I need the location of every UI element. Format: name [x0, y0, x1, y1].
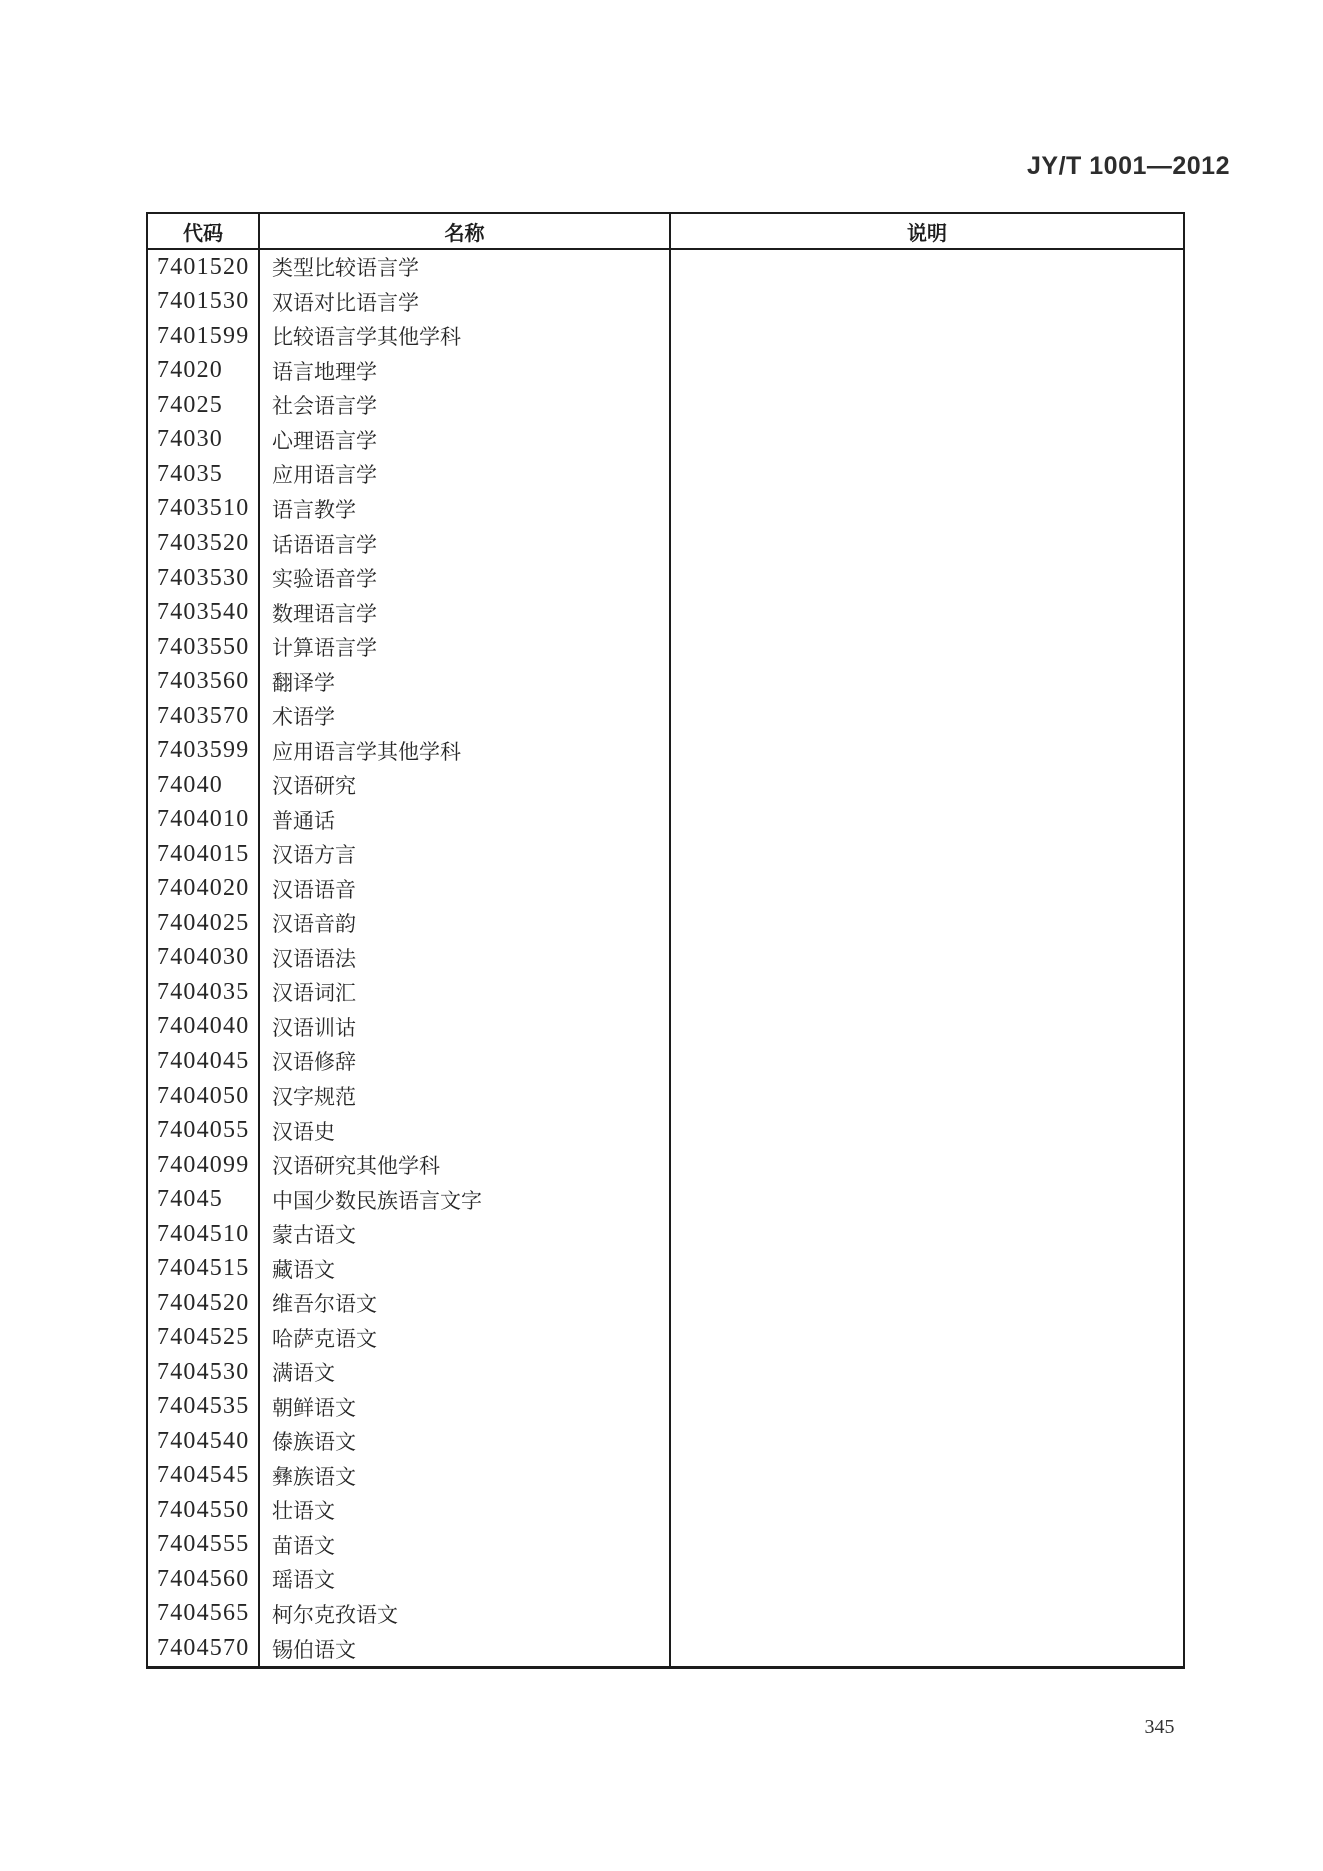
row-description [671, 354, 1183, 389]
column-header-code: 代码 [148, 214, 260, 248]
row-name: 蒙古语文 [260, 1217, 671, 1252]
row-name: 心理语言学 [260, 423, 671, 458]
row-description [671, 423, 1183, 458]
row-code: 74020 [148, 354, 260, 389]
row-code: 7403570 [148, 699, 260, 734]
row-code: 7404520 [148, 1286, 260, 1321]
row-code: 74045 [148, 1182, 260, 1217]
row-code: 7403550 [148, 630, 260, 665]
table-header-row [148, 214, 1183, 250]
row-code: 7403599 [148, 733, 260, 768]
table-row [148, 1424, 1183, 1459]
row-description [671, 1182, 1183, 1217]
table-row [148, 1390, 1183, 1425]
row-code: 74025 [148, 388, 260, 423]
row-name: 计算语言学 [260, 630, 671, 665]
row-description [671, 526, 1183, 561]
row-code: 7404099 [148, 1148, 260, 1183]
row-name: 汉语史 [260, 1113, 671, 1148]
row-name: 傣族语文 [260, 1424, 671, 1459]
row-description [671, 595, 1183, 630]
column-header-name: 名称 [260, 214, 671, 248]
row-code: 7404020 [148, 872, 260, 907]
row-description [671, 630, 1183, 665]
table-row [148, 250, 1183, 285]
row-code: 7404535 [148, 1390, 260, 1425]
row-code: 7404515 [148, 1251, 260, 1286]
row-description [671, 1286, 1183, 1321]
row-description [671, 906, 1183, 941]
row-description [671, 1010, 1183, 1045]
table-row [148, 388, 1183, 423]
table-row [148, 423, 1183, 458]
row-description [671, 941, 1183, 976]
row-description [671, 1320, 1183, 1355]
row-code: 7404055 [148, 1113, 260, 1148]
row-code: 7404555 [148, 1528, 260, 1563]
row-description [671, 1148, 1183, 1183]
table-row [148, 561, 1183, 596]
row-name: 数理语言学 [260, 595, 671, 630]
page-number: 345 [1144, 1716, 1175, 1738]
row-code: 7404025 [148, 906, 260, 941]
row-description [671, 975, 1183, 1010]
row-name: 壮语文 [260, 1493, 671, 1528]
row-description [671, 1044, 1183, 1079]
table-row [148, 1528, 1183, 1563]
row-code: 7403520 [148, 526, 260, 561]
table-row [148, 664, 1183, 699]
row-name: 柯尔克孜语文 [260, 1597, 671, 1632]
row-code: 7403560 [148, 664, 260, 699]
row-description [671, 1251, 1183, 1286]
row-description [671, 733, 1183, 768]
row-name: 语言教学 [260, 492, 671, 527]
row-name: 锡伯语文 [260, 1631, 671, 1666]
table-row [148, 906, 1183, 941]
row-name: 瑶语文 [260, 1562, 671, 1597]
row-code: 7404525 [148, 1320, 260, 1355]
row-name: 哈萨克语文 [260, 1320, 671, 1355]
row-name: 话语语言学 [260, 526, 671, 561]
row-name: 汉语语法 [260, 941, 671, 976]
row-name: 汉语研究 [260, 768, 671, 803]
row-description [671, 319, 1183, 354]
row-description [671, 1562, 1183, 1597]
row-code: 7403530 [148, 561, 260, 596]
row-name: 翻译学 [260, 664, 671, 699]
row-name: 汉字规范 [260, 1079, 671, 1114]
row-description [671, 803, 1183, 838]
table-row [148, 975, 1183, 1010]
row-description [671, 1355, 1183, 1390]
table-row [148, 457, 1183, 492]
table-row [148, 733, 1183, 768]
row-description [671, 837, 1183, 872]
table-row [148, 1597, 1183, 1632]
row-code: 74035 [148, 457, 260, 492]
row-code: 7404570 [148, 1631, 260, 1666]
table-row [148, 941, 1183, 976]
row-name: 双语对比语言学 [260, 285, 671, 320]
row-description [671, 250, 1183, 285]
row-code: 7403510 [148, 492, 260, 527]
row-name: 汉语音韵 [260, 906, 671, 941]
table-row [148, 1010, 1183, 1045]
table-row [148, 872, 1183, 907]
table-row [148, 1148, 1183, 1183]
table-row [148, 1044, 1183, 1079]
table-row [148, 837, 1183, 872]
row-code: 7404035 [148, 975, 260, 1010]
row-description [671, 388, 1183, 423]
row-name: 实验语音学 [260, 561, 671, 596]
row-description [671, 699, 1183, 734]
standard-number-header: JY/T 1001—2012 [1027, 152, 1230, 180]
row-description [671, 1424, 1183, 1459]
row-code: 7404530 [148, 1355, 260, 1390]
row-name: 中国少数民族语言文字 [260, 1182, 671, 1217]
row-code: 7401530 [148, 285, 260, 320]
table-row [148, 1113, 1183, 1148]
row-code: 7404015 [148, 837, 260, 872]
table-row [148, 1286, 1183, 1321]
table-row [148, 803, 1183, 838]
row-description [671, 1079, 1183, 1114]
row-name: 社会语言学 [260, 388, 671, 423]
row-name: 汉语修辞 [260, 1044, 671, 1079]
table-body [148, 250, 1183, 1666]
row-name: 汉语方言 [260, 837, 671, 872]
row-code: 7404550 [148, 1493, 260, 1528]
table-row [148, 699, 1183, 734]
row-name: 满语文 [260, 1355, 671, 1390]
row-code: 7401520 [148, 250, 260, 285]
row-description [671, 1631, 1183, 1666]
row-code: 7404045 [148, 1044, 260, 1079]
table-row [148, 1459, 1183, 1494]
table-row [148, 492, 1183, 527]
row-name: 应用语言学其他学科 [260, 733, 671, 768]
row-code: 74030 [148, 423, 260, 458]
row-description [671, 457, 1183, 492]
table-row [148, 768, 1183, 803]
discipline-code-table [146, 212, 1185, 1669]
table-row [148, 1079, 1183, 1114]
row-code: 7404560 [148, 1562, 260, 1597]
row-description [671, 1597, 1183, 1632]
row-code: 7403540 [148, 595, 260, 630]
row-code: 7404565 [148, 1597, 260, 1632]
row-code: 7404050 [148, 1079, 260, 1114]
row-name: 比较语言学其他学科 [260, 319, 671, 354]
row-description [671, 664, 1183, 699]
row-description [671, 1390, 1183, 1425]
row-name: 术语学 [260, 699, 671, 734]
table-row [148, 1182, 1183, 1217]
table-row [148, 319, 1183, 354]
row-description [671, 1459, 1183, 1494]
row-code: 7401599 [148, 319, 260, 354]
row-description [671, 492, 1183, 527]
row-description [671, 1113, 1183, 1148]
row-code: 74040 [148, 768, 260, 803]
row-name: 汉语训诂 [260, 1010, 671, 1045]
row-name: 汉语语音 [260, 872, 671, 907]
row-code: 7404010 [148, 803, 260, 838]
table-row [148, 1355, 1183, 1390]
row-code: 7404030 [148, 941, 260, 976]
table-row [148, 1217, 1183, 1252]
row-name: 维吾尔语文 [260, 1286, 671, 1321]
row-code: 7404545 [148, 1459, 260, 1494]
column-header-description: 说明 [907, 222, 947, 245]
table-row [148, 354, 1183, 389]
row-name: 语言地理学 [260, 354, 671, 389]
table-row [148, 1493, 1183, 1528]
row-description [671, 768, 1183, 803]
row-name: 藏语文 [260, 1251, 671, 1286]
row-description [671, 561, 1183, 596]
row-description [671, 1217, 1183, 1252]
row-code: 7404540 [148, 1424, 260, 1459]
table-row [148, 285, 1183, 320]
row-name: 汉语研究其他学科 [260, 1148, 671, 1183]
table-row [148, 1320, 1183, 1355]
row-code: 7404510 [148, 1217, 260, 1252]
row-name: 彝族语文 [260, 1459, 671, 1494]
row-description [671, 1528, 1183, 1563]
row-name: 朝鲜语文 [260, 1390, 671, 1425]
row-description [671, 285, 1183, 320]
row-name: 普通话 [260, 803, 671, 838]
row-code: 7404040 [148, 1010, 260, 1045]
row-name: 应用语言学 [260, 457, 671, 492]
row-name: 苗语文 [260, 1528, 671, 1563]
row-name: 类型比较语言学 [260, 250, 671, 285]
row-name: 汉语词汇 [260, 975, 671, 1010]
row-description [671, 1493, 1183, 1528]
table-row [148, 595, 1183, 630]
table-row [148, 630, 1183, 665]
table-row [148, 1251, 1183, 1286]
row-description [671, 872, 1183, 907]
table-row [148, 1562, 1183, 1597]
table-row [148, 1631, 1183, 1666]
table-row [148, 526, 1183, 561]
